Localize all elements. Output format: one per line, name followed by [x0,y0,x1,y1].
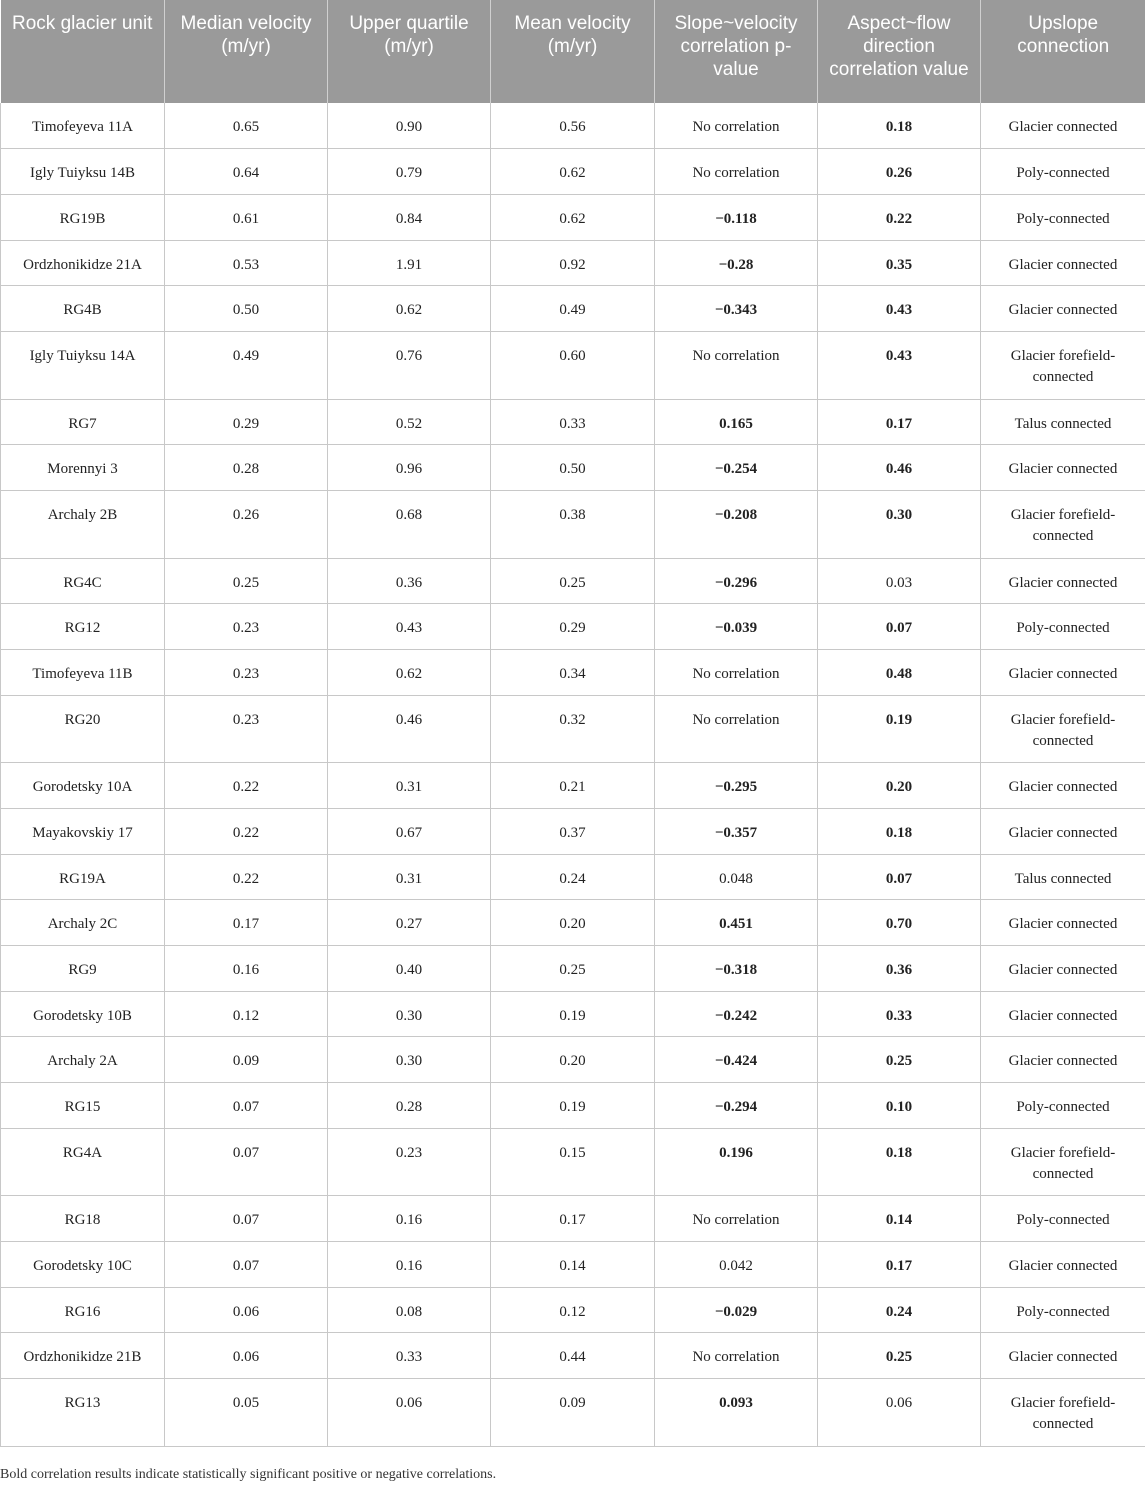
table-row [1,240,1145,286]
cell-median-velocity: 0.17 [165,900,328,946]
cell-aspect-correlation: 0.70 [818,900,981,946]
cell-upslope-connection: Glacier connected [981,991,1145,1037]
cell-aspect-correlation: 0.03 [818,558,981,604]
cell-unit: Ordzhonikidze 21A [1,240,165,286]
cell-upper-quartile: 0.90 [328,103,491,149]
cell-slope-correlation: No correlation [655,103,818,149]
cell-upper-quartile: 0.27 [328,900,491,946]
cell-mean-velocity: 0.32 [491,695,655,763]
cell-aspect-correlation: 0.10 [818,1082,981,1128]
table-row [1,399,1145,445]
cell-upslope-connection: Talus connected [981,854,1145,900]
cell-aspect-correlation: 0.22 [818,194,981,240]
table-row [1,331,1145,399]
table-row [1,558,1145,604]
cell-median-velocity: 0.26 [165,490,328,558]
table-row [1,900,1145,946]
cell-median-velocity: 0.29 [165,399,328,445]
cell-median-velocity: 0.61 [165,194,328,240]
cell-upper-quartile: 0.62 [328,649,491,695]
cell-mean-velocity: 0.14 [491,1241,655,1287]
cell-slope-correlation: 0.042 [655,1241,818,1287]
cell-median-velocity: 0.53 [165,240,328,286]
cell-mean-velocity: 0.25 [491,945,655,991]
table-row [1,1082,1145,1128]
cell-slope-correlation: −0.254 [655,445,818,491]
table-row [1,649,1145,695]
cell-mean-velocity: 0.24 [491,854,655,900]
cell-upslope-connection: Glacier connected [981,649,1145,695]
cell-unit: Gorodetsky 10A [1,763,165,809]
cell-upslope-connection: Glacier connected [981,1037,1145,1083]
cell-slope-correlation: −0.357 [655,808,818,854]
cell-median-velocity: 0.09 [165,1037,328,1083]
table-row [1,1241,1145,1287]
cell-upslope-connection: Glacier connected [981,240,1145,286]
cell-upper-quartile: 0.62 [328,286,491,332]
cell-mean-velocity: 0.49 [491,286,655,332]
cell-slope-correlation: −0.28 [655,240,818,286]
cell-mean-velocity: 0.20 [491,1037,655,1083]
cell-aspect-correlation: 0.46 [818,445,981,491]
cell-upslope-connection: Talus connected [981,399,1145,445]
cell-median-velocity: 0.16 [165,945,328,991]
cell-upslope-connection: Poly-connected [981,1082,1145,1128]
cell-upslope-connection: Glacier connected [981,1333,1145,1379]
cell-upper-quartile: 0.16 [328,1196,491,1242]
cell-unit: RG18 [1,1196,165,1242]
cell-slope-correlation: No correlation [655,695,818,763]
header-slope-correlation: Slope~velocity correlation p-value [655,0,818,103]
cell-mean-velocity: 0.20 [491,900,655,946]
cell-aspect-correlation: 0.19 [818,695,981,763]
cell-upslope-connection: Glacier connected [981,808,1145,854]
cell-unit: Gorodetsky 10C [1,1241,165,1287]
cell-mean-velocity: 0.62 [491,149,655,195]
header-median-velocity: Median velocity (m/yr) [165,0,328,103]
cell-median-velocity: 0.06 [165,1333,328,1379]
cell-upslope-connection: Glacier connected [981,900,1145,946]
cell-mean-velocity: 0.21 [491,763,655,809]
table-header-row [1,0,1145,103]
cell-unit: Archaly 2C [1,900,165,946]
cell-upper-quartile: 0.46 [328,695,491,763]
cell-upper-quartile: 0.96 [328,445,491,491]
cell-slope-correlation: No correlation [655,1333,818,1379]
cell-median-velocity: 0.22 [165,808,328,854]
cell-upslope-connection: Glacier forefield-connected [981,1379,1145,1447]
cell-upper-quartile: 0.30 [328,991,491,1037]
cell-slope-correlation: No correlation [655,331,818,399]
cell-slope-correlation: 0.451 [655,900,818,946]
cell-upslope-connection: Poly-connected [981,149,1145,195]
cell-upslope-connection: Glacier forefield-connected [981,490,1145,558]
cell-median-velocity: 0.07 [165,1082,328,1128]
cell-slope-correlation: No correlation [655,649,818,695]
cell-upslope-connection: Glacier connected [981,1241,1145,1287]
cell-upper-quartile: 0.67 [328,808,491,854]
cell-mean-velocity: 0.37 [491,808,655,854]
table-row [1,808,1145,854]
cell-upper-quartile: 0.06 [328,1379,491,1447]
cell-upslope-connection: Glacier forefield-connected [981,1128,1145,1196]
table-row [1,1037,1145,1083]
cell-upper-quartile: 0.33 [328,1333,491,1379]
cell-slope-correlation: −0.294 [655,1082,818,1128]
cell-unit: RG12 [1,604,165,650]
cell-aspect-correlation: 0.43 [818,331,981,399]
cell-slope-correlation: −0.424 [655,1037,818,1083]
cell-upper-quartile: 1.91 [328,240,491,286]
cell-unit: RG19A [1,854,165,900]
cell-median-velocity: 0.65 [165,103,328,149]
cell-slope-correlation: −0.029 [655,1287,818,1333]
cell-unit: Archaly 2B [1,490,165,558]
cell-mean-velocity: 0.60 [491,331,655,399]
cell-mean-velocity: 0.17 [491,1196,655,1242]
cell-upslope-connection: Glacier connected [981,445,1145,491]
cell-median-velocity: 0.23 [165,649,328,695]
header-mean-velocity: Mean velocity (m/yr) [491,0,655,103]
cell-aspect-correlation: 0.25 [818,1333,981,1379]
cell-median-velocity: 0.22 [165,763,328,809]
cell-mean-velocity: 0.38 [491,490,655,558]
cell-mean-velocity: 0.62 [491,194,655,240]
header-unit: Rock glacier unit [1,0,165,103]
cell-upslope-connection: Glacier connected [981,286,1145,332]
cell-slope-correlation: 0.196 [655,1128,818,1196]
table-row [1,149,1145,195]
cell-unit: Morennyi 3 [1,445,165,491]
cell-upper-quartile: 0.43 [328,604,491,650]
table-row [1,695,1145,763]
cell-mean-velocity: 0.09 [491,1379,655,1447]
table-row [1,763,1145,809]
cell-aspect-correlation: 0.43 [818,286,981,332]
table-row [1,490,1145,558]
cell-slope-correlation: 0.093 [655,1379,818,1447]
cell-mean-velocity: 0.25 [491,558,655,604]
cell-mean-velocity: 0.34 [491,649,655,695]
cell-upper-quartile: 0.79 [328,149,491,195]
cell-mean-velocity: 0.92 [491,240,655,286]
cell-unit: RG15 [1,1082,165,1128]
cell-aspect-correlation: 0.17 [818,1241,981,1287]
cell-median-velocity: 0.64 [165,149,328,195]
header-aspect-correlation: Aspect~flow direction correlation value [818,0,981,103]
cell-median-velocity: 0.12 [165,991,328,1037]
cell-upper-quartile: 0.31 [328,854,491,900]
cell-upslope-connection: Poly-connected [981,1287,1145,1333]
cell-aspect-correlation: 0.36 [818,945,981,991]
cell-aspect-correlation: 0.07 [818,604,981,650]
cell-median-velocity: 0.07 [165,1128,328,1196]
header-upper-quartile: Upper quartile (m/yr) [328,0,491,103]
cell-unit: Timofeyeva 11B [1,649,165,695]
table-row [1,1379,1145,1447]
table-row [1,604,1145,650]
cell-aspect-correlation: 0.48 [818,649,981,695]
cell-upper-quartile: 0.28 [328,1082,491,1128]
cell-slope-correlation: 0.048 [655,854,818,900]
cell-slope-correlation: −0.318 [655,945,818,991]
cell-mean-velocity: 0.29 [491,604,655,650]
cell-median-velocity: 0.06 [165,1287,328,1333]
table-body [1,103,1145,1446]
cell-unit: RG13 [1,1379,165,1447]
cell-unit: Igly Tuiyksu 14B [1,149,165,195]
cell-mean-velocity: 0.19 [491,1082,655,1128]
cell-median-velocity: 0.49 [165,331,328,399]
cell-upper-quartile: 0.31 [328,763,491,809]
cell-mean-velocity: 0.56 [491,103,655,149]
cell-upslope-connection: Glacier forefield-connected [981,331,1145,399]
cell-unit: Ordzhonikidze 21B [1,1333,165,1379]
cell-slope-correlation: −0.296 [655,558,818,604]
cell-upper-quartile: 0.36 [328,558,491,604]
cell-aspect-correlation: 0.18 [818,1128,981,1196]
cell-mean-velocity: 0.33 [491,399,655,445]
cell-upper-quartile: 0.40 [328,945,491,991]
cell-slope-correlation: −0.208 [655,490,818,558]
cell-unit: Archaly 2A [1,1037,165,1083]
cell-aspect-correlation: 0.06 [818,1379,981,1447]
cell-median-velocity: 0.05 [165,1379,328,1447]
cell-unit: RG16 [1,1287,165,1333]
cell-aspect-correlation: 0.14 [818,1196,981,1242]
cell-upslope-connection: Glacier forefield-connected [981,695,1145,763]
cell-slope-correlation: 0.165 [655,399,818,445]
cell-upslope-connection: Poly-connected [981,1196,1145,1242]
cell-mean-velocity: 0.15 [491,1128,655,1196]
cell-unit: RG20 [1,695,165,763]
cell-slope-correlation: −0.343 [655,286,818,332]
cell-upper-quartile: 0.68 [328,490,491,558]
cell-aspect-correlation: 0.20 [818,763,981,809]
cell-upper-quartile: 0.76 [328,331,491,399]
cell-median-velocity: 0.25 [165,558,328,604]
cell-unit: RG19B [1,194,165,240]
cell-unit: RG4C [1,558,165,604]
cell-upslope-connection: Glacier connected [981,945,1145,991]
cell-upper-quartile: 0.30 [328,1037,491,1083]
cell-upslope-connection: Glacier connected [981,558,1145,604]
cell-mean-velocity: 0.12 [491,1287,655,1333]
cell-upper-quartile: 0.52 [328,399,491,445]
table-row [1,1196,1145,1242]
table-row [1,854,1145,900]
cell-median-velocity: 0.23 [165,604,328,650]
cell-aspect-correlation: 0.07 [818,854,981,900]
cell-median-velocity: 0.07 [165,1241,328,1287]
cell-aspect-correlation: 0.17 [818,399,981,445]
cell-aspect-correlation: 0.33 [818,991,981,1037]
cell-upslope-connection: Poly-connected [981,604,1145,650]
table-row [1,286,1145,332]
cell-slope-correlation: −0.295 [655,763,818,809]
cell-aspect-correlation: 0.35 [818,240,981,286]
table-row [1,103,1145,149]
cell-unit: Gorodetsky 10B [1,991,165,1037]
cell-upper-quartile: 0.23 [328,1128,491,1196]
cell-upper-quartile: 0.08 [328,1287,491,1333]
cell-unit: RG4B [1,286,165,332]
table-row [1,945,1145,991]
cell-upper-quartile: 0.84 [328,194,491,240]
cell-unit: RG9 [1,945,165,991]
cell-median-velocity: 0.50 [165,286,328,332]
table-row [1,1333,1145,1379]
cell-unit: Igly Tuiyksu 14A [1,331,165,399]
cell-upslope-connection: Poly-connected [981,194,1145,240]
cell-upslope-connection: Glacier connected [981,103,1145,149]
cell-upslope-connection: Glacier connected [981,763,1145,809]
cell-unit: RG4A [1,1128,165,1196]
cell-unit: Mayakovskiy 17 [1,808,165,854]
cell-slope-correlation: −0.242 [655,991,818,1037]
cell-aspect-correlation: 0.18 [818,808,981,854]
cell-mean-velocity: 0.19 [491,991,655,1037]
cell-unit: Timofeyeva 11A [1,103,165,149]
cell-aspect-correlation: 0.24 [818,1287,981,1333]
cell-aspect-correlation: 0.26 [818,149,981,195]
table-row [1,1287,1145,1333]
cell-slope-correlation: −0.118 [655,194,818,240]
cell-median-velocity: 0.28 [165,445,328,491]
cell-slope-correlation: −0.039 [655,604,818,650]
cell-aspect-correlation: 0.30 [818,490,981,558]
cell-slope-correlation: No correlation [655,1196,818,1242]
table-row [1,1128,1145,1196]
cell-upper-quartile: 0.16 [328,1241,491,1287]
cell-median-velocity: 0.22 [165,854,328,900]
table-row [1,194,1145,240]
cell-median-velocity: 0.07 [165,1196,328,1242]
cell-mean-velocity: 0.44 [491,1333,655,1379]
cell-aspect-correlation: 0.25 [818,1037,981,1083]
table-row [1,445,1145,491]
cell-median-velocity: 0.23 [165,695,328,763]
cell-mean-velocity: 0.50 [491,445,655,491]
table-row [1,991,1145,1037]
cell-slope-correlation: No correlation [655,149,818,195]
cell-aspect-correlation: 0.18 [818,103,981,149]
table-footnote: Bold correlation results indicate statistically significant positive or negative correlations. [0,1467,497,1482]
cell-unit: RG7 [1,399,165,445]
header-upslope-connection: Upslope connection [981,0,1145,103]
